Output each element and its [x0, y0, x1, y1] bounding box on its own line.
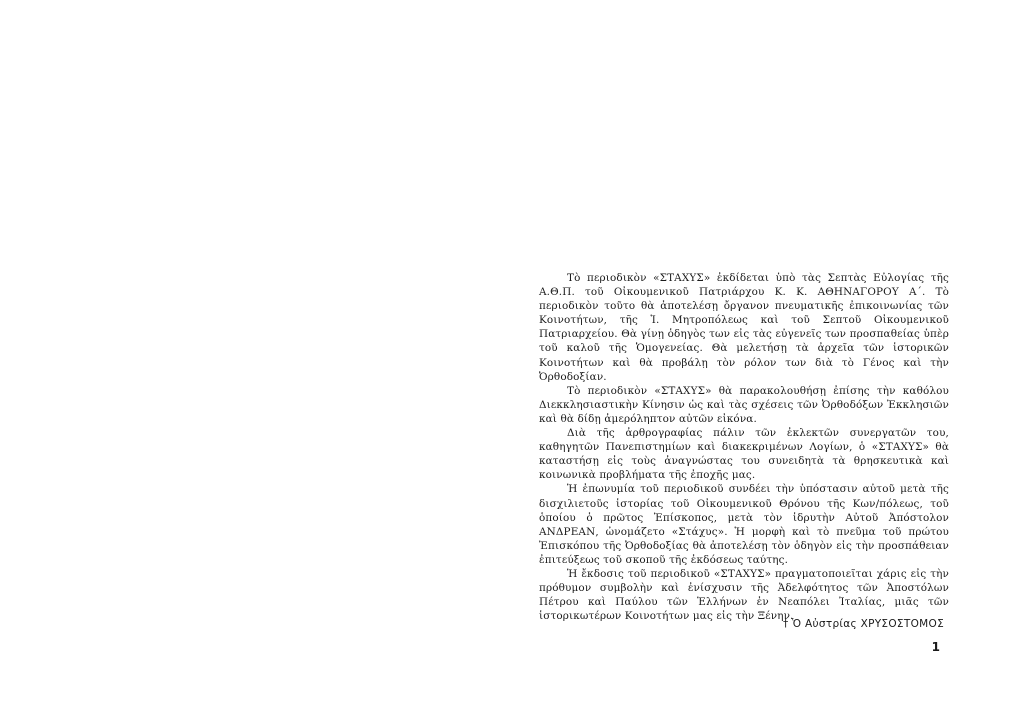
- paragraph-5: Ἡ ἔκδοσις τοῦ περιοδικοῦ «ΣΤΑΧΥΣ» πραγματοποιεῖται χάρις εἰς τὴν πρόθυμον συμβολὴν καὶ ἐνίσχυσιν τῆς Ἀδελφότητος τῶν Ἀποστόλων Πέτρου καὶ Παύλου τῶν Ἑλλήνων ἐν Νεαπόλει Ἰταλίας, μιᾶς τῶν ἱστορικωτέρων Κοινοτήτων μας εἰς τὴν Ξένην.: [539, 567, 949, 623]
- page-number: 1: [931, 640, 940, 654]
- signature: † Ὁ Αὐστρίας ΧΡΥΣΟΣΤΟΜΟΣ: [782, 618, 944, 630]
- paragraph-4: Ἡ ἐπωνυμία τοῦ περιοδικοῦ συνδέει τὴν ὑπόστασιν αὐτοῦ μετὰ τῆς δισχιλιετοῦς ἱστορίας τοῦ Οἰκουμενικοῦ Θρόνου τῆς Κων/πόλεως, τοῦ ὁποίου ὁ πρῶτος Ἐπίσκοπος, μετὰ τὸν ἱδρυτὴν Αὐτοῦ Ἀπόστολον ΑΝΔΡΕΑΝ, ὠνομάζετο «Στάχυς». Ἡ μορφὴ καὶ τὸ πνεῦμα τοῦ πρώτου Ἐπισκόπου τῆς Ὀρθοδοξίας θὰ ἀποτελέσῃ τὸν ὁδηγὸν εἰς τὴν προσπάθειαν ἐπιτεύξεως τοῦ σκοποῦ τῆς ἐκδόσεως ταύτης.: [539, 483, 949, 566]
- paragraph-2: Τὸ περιοδικὸν «ΣΤΑΧΥΣ» θὰ παρακολουθήσῃ ἐπίσης τὴν καθόλου Διεκκλησιαστικὴν Κίνησιν ὡς καὶ τὰς σχέσεις τῶν Ὀρθοδόξων Ἐκκλησιῶν καὶ θὰ δίδῃ ἀμερόληπτον αὐτῶν εἰκόνα.: [539, 384, 949, 425]
- paragraph-3: Διὰ τῆς ἀρθρογραφίας πάλιν τῶν ἐκλεκτῶν συνεργατῶν του, καθηγητῶν Πανεπιστημίων καὶ διακεκριμένων Λογίων, ὁ «ΣΤΑΧΥΣ» θὰ καταστήσῃ εἰς τοὺς ἀναγνώστας του συνειδητὰ τὰ θρησκευτικὰ καὶ κοινωνικὰ προβλήματα τῆς ἐποχῆς μας.: [539, 427, 949, 482]
- editorial-text: [539, 271, 949, 623]
- paragraph-1: Τὸ περιοδικὸν «ΣΤΑΧΥΣ» ἐκδίδεται ὑπὸ τὰς Σεπτὰς Εὐλογίας τῆς Α.Θ.Π. τοῦ Οἰκουμενικοῦ Πατριάρχου Κ. Κ. ΑΘΗΝΑΓΟΡΟΥ Α΄. Τὸ περιοδικὸν τοῦτο θὰ ἀποτελέσῃ ὄργανον πνευματικῆς ἐπικοινωνίας τῶν Κοινοτήτων, τῆς Ἱ. Μητροπόλεως καὶ τοῦ Σεπτοῦ Οἰκουμενικοῦ Πατριαρχείου. Θὰ γίνῃ ὁδηγὸς των εἰς τὰς εὐγενεῖς των προσπαθείας ὑπὲρ τοῦ καλοῦ τῆς Ὁμογενείας. Θὰ μελετήσῃ τὰ ἀρχεῖα τῶν ἱστορικῶν Κοινοτήτων καὶ θὰ προβάλῃ τὸν ρόλον των διὰ τὸ Γένος καὶ τὴν Ὀρθοδοξίαν.: [539, 272, 949, 383]
